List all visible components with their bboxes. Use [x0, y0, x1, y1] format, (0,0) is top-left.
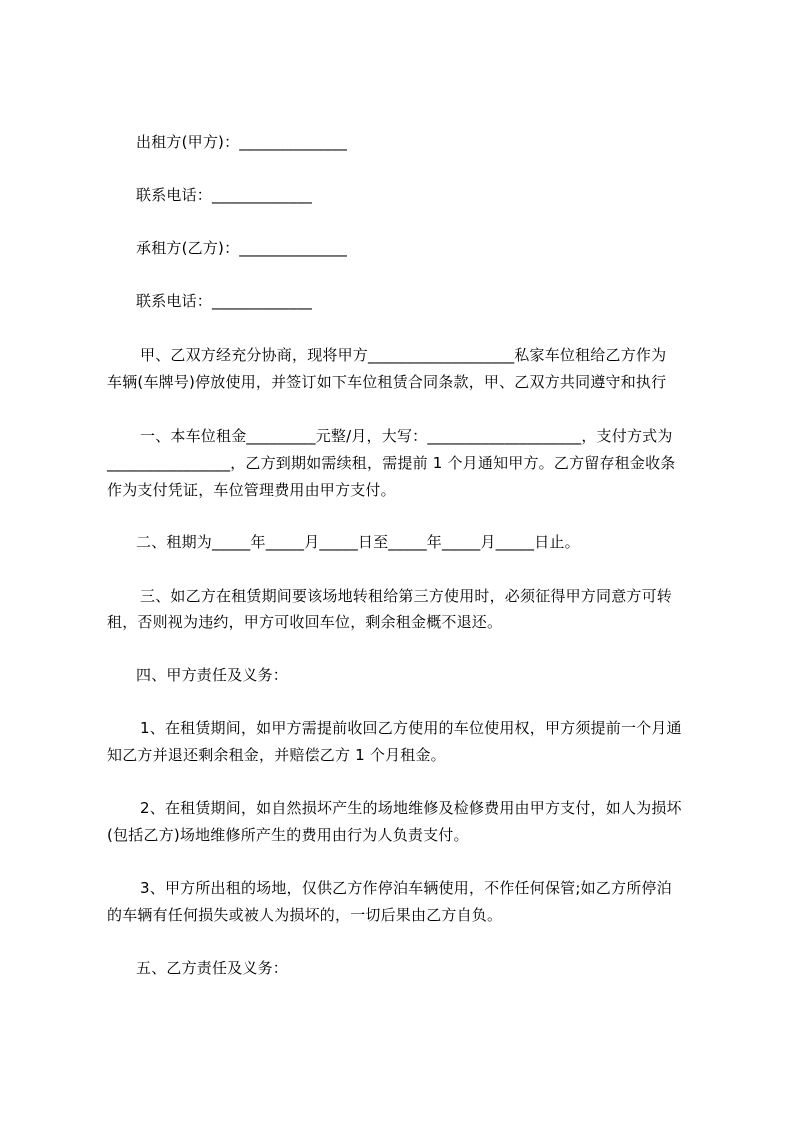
lessor-field: 出租方(甲方)：______________: [136, 133, 348, 151]
clause-4-1-line-1: 1、在租赁期间，如甲方需提前收回乙方使用的车位使用权，甲方须提前一个月通: [140, 719, 682, 737]
clause-4-2-line-1: 2、在租赁期间，如自然损坏产生的场地维修及检修费用由甲方支付，如人为损坏: [140, 799, 682, 817]
clause-2-line: 二、租期为_____年_____月_____日至_____年_____月_____日止。: [136, 533, 580, 551]
lessee-phone-field: 联系电话：_____________: [136, 292, 313, 310]
clause-4-2-line-2: (包括乙方)场地维修所产生的费用由行为人负责支付。: [107, 826, 469, 844]
lessee-field: 承租方(乙方)：______________: [136, 239, 348, 257]
clause-1-line-2: ________________，乙方到期如需续租，需提前 1 个月通知甲方。乙方留存租金收条: [107, 454, 676, 472]
clause-3-line-2: 租，否则视为违约，甲方可收回车位，剩余租金概不退还。: [107, 613, 503, 631]
lessor-phone-field: 联系电话：_____________: [136, 186, 313, 204]
clause-1-line-1: 一、本车位租金_________元整/月，大写：____________________，支付方式为: [140, 427, 673, 445]
clause-3-line-1: 三、如乙方在租赁期间要该场地转租给第三方使用时，必须征得甲方同意方可转: [140, 587, 673, 605]
section-4-heading: 四、甲方责任及义务：: [136, 666, 289, 684]
intro-paragraph-line-2: 车辆(车牌号)停放使用，并签订如下车位租赁合同条款，甲、乙双方共同遵守和执行: [107, 373, 667, 391]
clause-4-1-line-2: 知乙方并退还剩余租金，并赔偿乙方 1 个月租金。: [107, 746, 446, 764]
clause-4-3-line-2: 的车辆有任何损失或被人为损坏的，一切后果由乙方自负。: [107, 906, 503, 924]
section-5-heading: 五、乙方责任及义务：: [136, 959, 289, 977]
intro-paragraph-line-1: 甲、乙双方经充分协商，现将甲方___________________私家车位租给乙方作为: [140, 346, 667, 364]
clause-4-3-line-1: 3、甲方所出租的场地，仅供乙方作停泊车辆使用，不作任何保管;如乙方所停泊: [140, 879, 672, 897]
clause-1-line-3: 作为支付凭证，车位管理费用由甲方支付。: [107, 481, 396, 499]
